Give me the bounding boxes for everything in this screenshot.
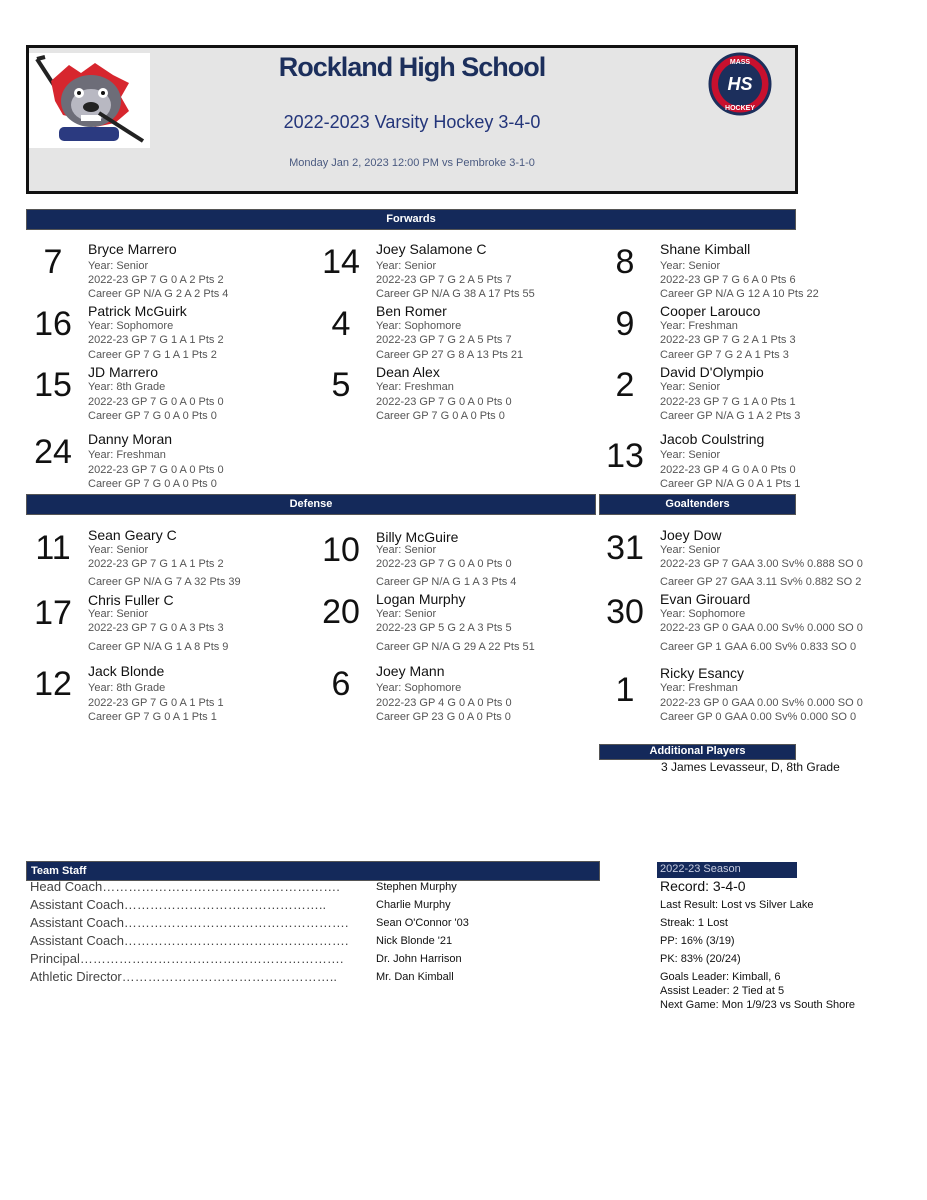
player-name: Joey Mann [376, 663, 445, 679]
player-card [598, 527, 888, 597]
staff-name: Stephen Murphy [376, 881, 457, 893]
staff-role: Assistant Coach……………………………………………. [30, 933, 349, 948]
jersey-number: 20 [322, 593, 360, 631]
player-season-stats: 2022-23 GP 7 G 2 A 5 Pts 7 [376, 274, 512, 286]
player-year: Year: Sophomore [660, 608, 746, 620]
player-name: Danny Moran [88, 431, 173, 447]
player-card [314, 591, 604, 661]
player-season-stats: 2022-23 GP 7 G 1 A 1 Pts 2 [88, 334, 224, 346]
player-year: Year: Senior [660, 381, 721, 393]
player-year: Year: Freshman [376, 381, 454, 393]
player-card [598, 303, 888, 373]
player-season-stats: 2022-23 GP 7 G 2 A 1 Pts 3 [660, 334, 796, 346]
player-card [314, 364, 604, 434]
player-career-stats: Career GP 7 G 0 A 0 Pts 0 [376, 410, 505, 422]
player-year: Year: Sophomore [376, 682, 462, 694]
staff-role: Head Coach………………………………………………. [30, 879, 340, 894]
jersey-number: 8 [615, 243, 635, 281]
player-card [598, 241, 888, 311]
player-card [314, 663, 604, 733]
player-name: Joey Salamone C [376, 241, 487, 257]
player-year: Year: Freshman [660, 320, 738, 332]
player-career-stats: Career GP N/A G 1 A 2 Pts 3 [660, 410, 801, 422]
player-season-stats: 2022-23 GP 7 G 0 A 1 Pts 1 [88, 697, 224, 709]
season-stat: Streak: 1 Lost [660, 917, 728, 929]
player-name: Billy McGuire [376, 529, 459, 545]
staff-name: Sean O'Connor '03 [376, 917, 469, 929]
jersey-number: 10 [322, 531, 360, 569]
staff-role: Assistant Coach……………………………………………. [30, 915, 349, 930]
jersey-number: 7 [43, 243, 63, 281]
staff-name: Mr. Dan Kimball [376, 971, 454, 983]
player-card [26, 303, 316, 373]
player-name: David D'Olympio [660, 364, 764, 380]
player-name: Cooper Larouco [660, 303, 761, 319]
player-card [314, 529, 604, 599]
staff-role: Athletic Director………………………………………….. [30, 969, 337, 984]
jersey-number: 24 [34, 433, 72, 471]
staff-name: Dr. John Harrison [376, 953, 462, 965]
player-card [314, 241, 604, 311]
player-career-stats: Career GP 7 G 0 A 0 Pts 0 [88, 478, 217, 490]
player-name: Ricky Esancy [660, 665, 745, 681]
jersey-number: 2 [615, 366, 635, 404]
player-year: Year: Senior [660, 544, 721, 556]
player-name: Sean Geary C [88, 527, 177, 543]
player-year: Year: Senior [376, 260, 437, 272]
jersey-number: 4 [331, 305, 351, 343]
player-career-stats: Career GP 27 G 8 A 13 Pts 21 [376, 349, 524, 361]
player-career-stats: Career GP N/A G 1 A 3 Pts 4 [376, 576, 517, 588]
season-stat: Next Game: Mon 1/9/23 vs South Shore [660, 999, 856, 1011]
player-season-stats: 2022-23 GP 7 G 0 A 3 Pts 3 [88, 622, 224, 634]
player-season-stats: 2022-23 GP 7 GAA 3.00 Sv% 0.888 SO 0 [660, 558, 863, 570]
jersey-number: 9 [615, 305, 635, 343]
player-name: Shane Kimball [660, 241, 751, 257]
team-staff-header: Team Staff [26, 861, 600, 881]
player-career-stats: Career GP N/A G 2 A 2 Pts 4 [88, 288, 229, 300]
season-title: 2022-2023 Varsity Hockey 3-4-0 [283, 112, 541, 132]
jersey-number: 6 [331, 665, 351, 703]
player-career-stats: Career GP 23 G 0 A 0 Pts 0 [376, 711, 511, 723]
player-year: Year: Sophomore [88, 320, 174, 332]
player-career-stats: Career GP 7 G 2 A 1 Pts 3 [660, 349, 789, 361]
staff-name: Charlie Murphy [376, 899, 451, 911]
player-career-stats: Career GP 7 G 0 A 0 Pts 0 [88, 410, 217, 422]
player-career-stats: Career GP N/A G 38 A 17 Pts 55 [376, 288, 535, 300]
player-card [26, 663, 316, 733]
player-career-stats: Career GP 7 G 1 A 1 Pts 2 [88, 349, 217, 361]
player-year: Year: Senior [376, 544, 437, 556]
player-career-stats: Career GP N/A G 12 A 10 Pts 22 [660, 288, 819, 300]
player-name: Evan Girouard [660, 591, 751, 607]
player-name: Jacob Coulstring [660, 431, 765, 447]
player-name: JD Marrero [88, 364, 159, 380]
player-name: Logan Murphy [376, 591, 466, 607]
player-year: Year: Sophomore [376, 320, 462, 332]
player-career-stats: Career GP 7 G 0 A 1 Pts 1 [88, 711, 217, 723]
staff-name: Nick Blonde '21 [376, 935, 453, 947]
player-career-stats: Career GP N/A G 1 A 8 Pts 9 [88, 641, 229, 653]
player-card [26, 527, 316, 597]
player-year: Year: Senior [88, 260, 149, 272]
jersey-number: 15 [34, 366, 72, 404]
player-season-stats: 2022-23 GP 0 GAA 0.00 Sv% 0.000 SO 0 [660, 622, 863, 634]
player-card [598, 665, 888, 735]
player-season-stats: 2022-23 GP 7 G 1 A 0 Pts 1 [660, 396, 796, 408]
player-name: Bryce Marrero [88, 241, 177, 257]
additional-player: 3 James Levasseur, D, 8th Grade [661, 760, 840, 774]
player-card [26, 431, 316, 501]
forwards-header: Forwards [26, 209, 796, 230]
player-year: Year: Freshman [660, 682, 738, 694]
season-stat: Last Result: Lost vs Silver Lake [660, 899, 814, 911]
player-season-stats: 2022-23 GP 7 G 2 A 5 Pts 7 [376, 334, 512, 346]
player-name: Dean Alex [376, 364, 440, 380]
jersey-number: 11 [35, 529, 71, 567]
season-stat: PK: 83% (20/24) [660, 953, 741, 965]
season-record: Record: 3-4-0 [660, 878, 746, 894]
player-season-stats: 2022-23 GP 7 G 0 A 0 Pts 0 [376, 396, 512, 408]
player-year: Year: Senior [376, 608, 437, 620]
jersey-number: 14 [322, 243, 360, 281]
jersey-number: 1 [615, 671, 635, 709]
player-season-stats: 2022-23 GP 5 G 2 A 3 Pts 5 [376, 622, 512, 634]
player-year: Year: Senior [660, 260, 721, 272]
player-card [26, 592, 316, 662]
player-year: Year: Senior [88, 608, 149, 620]
staff-role: Assistant Coach……………………………………….. [30, 897, 327, 912]
goaltenders-header: Goaltenders [599, 494, 796, 515]
logo-text-top: MASS [729, 59, 751, 66]
player-year: Year: 8th Grade [88, 381, 166, 393]
player-name: Jack Blonde [88, 663, 165, 679]
season-stat: PP: 16% (3/19) [660, 935, 735, 947]
season-stat: Goals Leader: Kimball, 6 [660, 971, 781, 983]
jersey-number: 5 [331, 366, 351, 404]
season-header: 2022-23 Season [657, 862, 797, 878]
player-name: Ben Romer [376, 303, 447, 319]
player-career-stats: Career GP N/A G 7 A 32 Pts 39 [88, 576, 241, 588]
player-card [314, 303, 604, 373]
player-name: Chris Fuller C [88, 592, 174, 608]
player-season-stats: 2022-23 GP 7 G 0 A 0 Pts 0 [88, 464, 224, 476]
logo-text-bottom: HOCKEY [725, 105, 755, 112]
player-career-stats: Career GP N/A G 29 A 22 Pts 51 [376, 641, 535, 653]
player-season-stats: 2022-23 GP 7 G 0 A 2 Pts 2 [88, 274, 224, 286]
staff-role: Principal……………………………………………………. [30, 951, 344, 966]
jersey-number: 13 [606, 437, 644, 475]
player-season-stats: 2022-23 GP 0 GAA 0.00 Sv% 0.000 SO 0 [660, 697, 863, 709]
player-year: Year: Freshman [88, 449, 166, 461]
player-card [598, 364, 888, 434]
player-season-stats: 2022-23 GP 7 G 0 A 0 Pts 0 [376, 558, 512, 570]
player-season-stats: 2022-23 GP 4 G 0 A 0 Pts 0 [376, 697, 512, 709]
jersey-number: 30 [606, 593, 644, 631]
additional-players-header: Additional Players [599, 744, 796, 760]
player-career-stats: Career GP 27 GAA 3.11 Sv% 0.882 SO 2 [660, 576, 862, 588]
player-season-stats: 2022-23 GP 4 G 0 A 0 Pts 0 [660, 464, 796, 476]
player-season-stats: 2022-23 GP 7 G 1 A 1 Pts 2 [88, 558, 224, 570]
player-career-stats: Career GP 0 GAA 0.00 Sv% 0.000 SO 0 [660, 711, 857, 723]
player-name: Joey Dow [660, 527, 722, 543]
defense-header: Defense [26, 494, 596, 515]
jersey-number: 31 [606, 529, 644, 567]
season-stat: Assist Leader: 2 Tied at 5 [660, 985, 785, 997]
jersey-number: 12 [34, 665, 72, 703]
player-name: Patrick McGuirk [88, 303, 187, 319]
jersey-number: 16 [34, 305, 72, 343]
player-card [26, 364, 316, 434]
player-year: Year: Senior [88, 544, 149, 556]
player-year: Year: 8th Grade [88, 682, 166, 694]
school-title: Rockland High School [278, 52, 546, 82]
player-card [598, 431, 888, 501]
player-card [598, 591, 888, 661]
player-season-stats: 2022-23 GP 7 G 0 A 0 Pts 0 [88, 396, 224, 408]
logo-text-mid: HS [727, 74, 753, 94]
player-season-stats: 2022-23 GP 7 G 6 A 0 Pts 6 [660, 274, 796, 286]
next-game-line: Monday Jan 2, 2023 12:00 PM vs Pembroke 3-1-0 [289, 157, 535, 169]
player-year: Year: Senior [660, 449, 721, 461]
player-career-stats: Career GP 1 GAA 6.00 Sv% 0.833 SO 0 [660, 641, 857, 653]
player-card [26, 241, 316, 311]
player-career-stats: Career GP N/A G 0 A 1 Pts 1 [660, 478, 801, 490]
jersey-number: 17 [34, 594, 72, 632]
